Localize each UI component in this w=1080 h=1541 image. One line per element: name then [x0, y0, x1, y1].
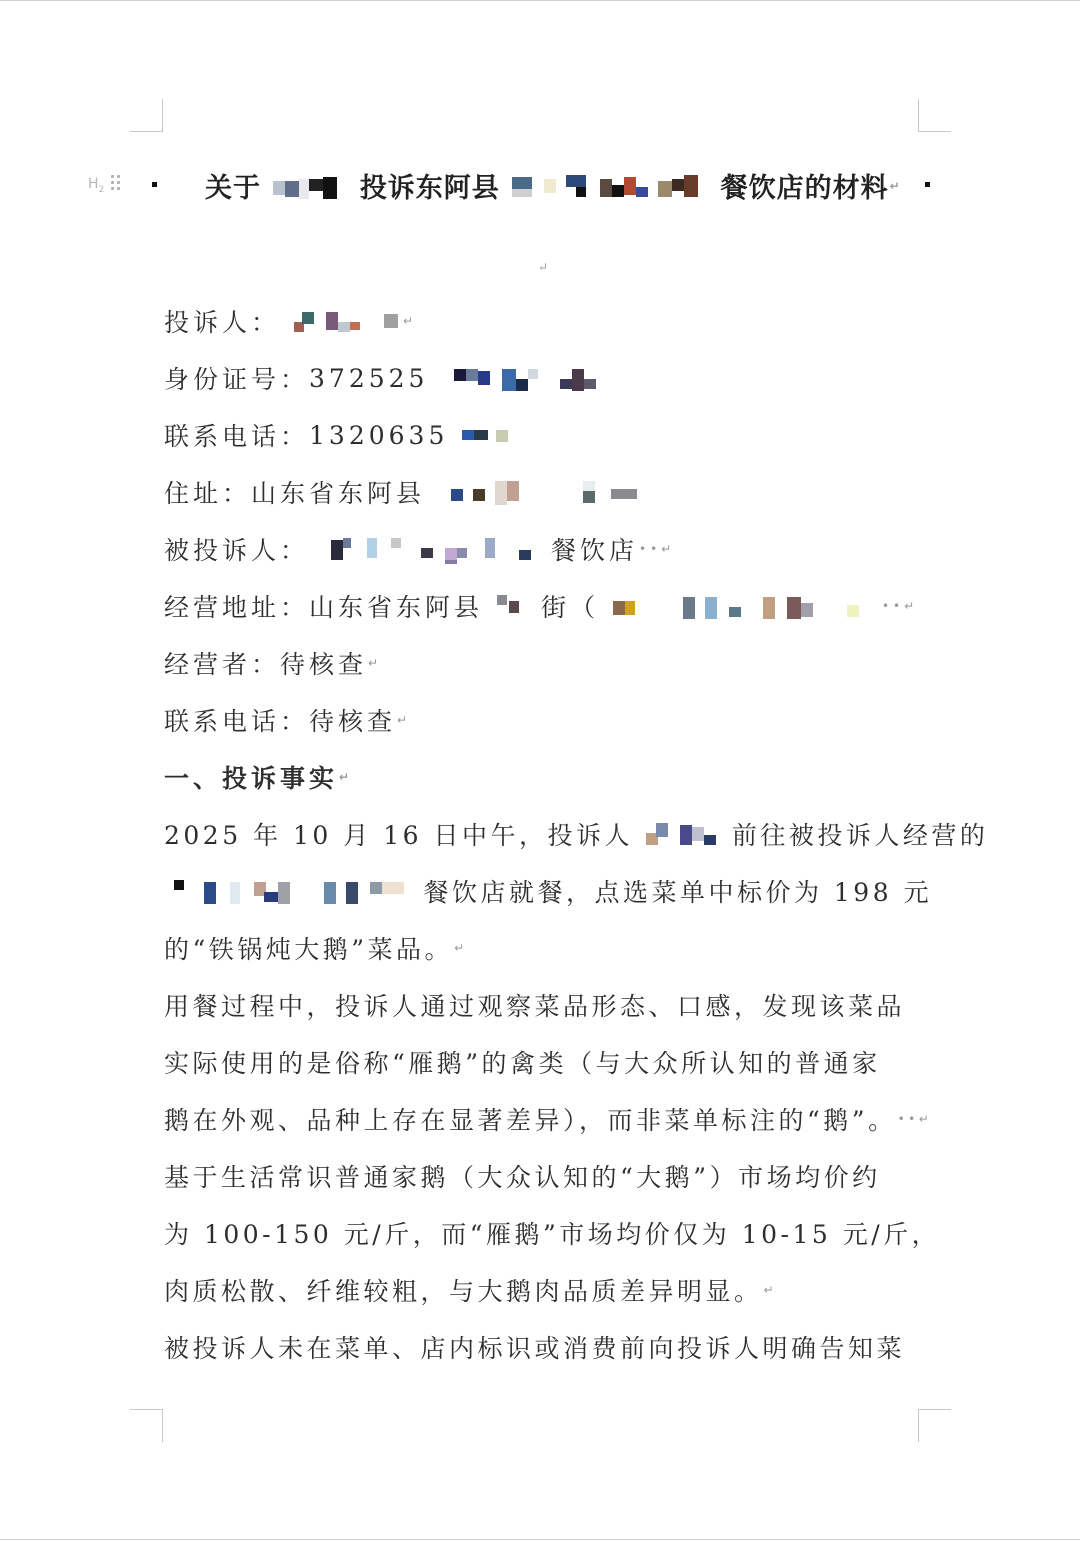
paragraph-4-line-1[interactable]	[164, 1329, 905, 1365]
corner-mark-top-left	[130, 99, 163, 132]
id-number-line[interactable]	[164, 360, 610, 396]
p3-line3: 肉质松散、纤维较粗，与大鹅肉品质差异明显。	[164, 1277, 763, 1306]
document-title[interactable]: 关于 投诉东阿县 餐饮店的材料↵	[205, 166, 901, 205]
phone-line[interactable]	[164, 417, 516, 453]
phone-prefix: 1320635	[309, 420, 449, 450]
address-line[interactable]	[164, 474, 637, 510]
complainant-line[interactable]: 投诉人： ↵	[164, 303, 417, 339]
paragraph-2-line-3[interactable]: 鹅在外观、品种上存在显著差异），而非菜单标注的“鹅”。••↵	[164, 1101, 932, 1137]
corner-mark-top-right	[918, 99, 951, 132]
corner-mark-bottom-left	[130, 1409, 163, 1442]
p3-line1: 基于生活常识普通家鹅（大众认知的“大鹅”）市场均价约	[164, 1163, 881, 1192]
corner-mark-bottom-right	[918, 1409, 951, 1442]
operator-value: 待核查	[280, 650, 368, 679]
p1-line2: 餐饮店就餐，点选菜单中标价为 198 元	[423, 878, 933, 907]
respondent-line[interactable]: 被投诉人： 餐饮店••↵	[164, 531, 675, 567]
paragraph-2-line-2[interactable]	[164, 1044, 881, 1080]
redacted-address-mosaic	[437, 479, 637, 505]
biz-address-value: 山东省东阿县	[309, 593, 484, 622]
redacted-biz-address-mosaic	[611, 593, 881, 619]
redacted-name-mosaic	[271, 173, 349, 199]
p2-line3: 鹅在外观、品种上存在显著差异），而非菜单标注的“鹅”。	[164, 1106, 897, 1135]
list-bullet-left	[152, 182, 157, 187]
title-suffix: 餐饮店的材料	[720, 173, 889, 204]
page-bottom-border	[0, 1539, 1080, 1540]
title-prefix: 关于	[205, 173, 261, 204]
redacted-person-mosaic	[644, 821, 720, 847]
heading-level-icon[interactable]: $H_2$	[88, 176, 105, 195]
p2-line1: 用餐过程中，投诉人通过观察菜品形态、口感，发现该菜品	[164, 992, 906, 1021]
drag-handle-icon[interactable]	[110, 174, 122, 192]
p1-line1-b: 前往被投诉人经营的	[731, 821, 989, 850]
paragraph-3-line-3[interactable]: 肉质松散、纤维较粗，与大鹅肉品质差异明显。↵	[164, 1272, 777, 1308]
paragraph-2-line-1[interactable]	[164, 987, 905, 1023]
biz-address-label: 经营地址：	[164, 593, 310, 622]
section-heading-text: 一、投诉事实	[164, 764, 339, 793]
phone2-line[interactable]: 联系电话：待核查↵	[164, 702, 411, 738]
p1-line3: 的“铁锅炖大鹅”菜品。	[164, 935, 454, 964]
paragraph-3-line-2[interactable]	[164, 1215, 940, 1251]
redacted-complainant-mosaic	[292, 308, 402, 334]
id-prefix: 372525	[309, 363, 429, 393]
section-heading[interactable]: 一、投诉事实↵	[164, 759, 353, 795]
page-top-border	[0, 0, 1080, 1]
redacted-respondent-mosaic	[321, 536, 551, 562]
title-middle: 投诉东阿县	[359, 173, 500, 204]
paragraph-1-line-2[interactable]	[164, 873, 932, 909]
business-address-line[interactable]: 经营地址：山东省东阿县 街（ ••↵	[164, 588, 918, 624]
phone2-value: 待核查	[309, 707, 397, 736]
p4-line1: 被投诉人未在菜单、店内标识或消费前向投诉人明确告知菜	[164, 1334, 906, 1363]
paragraph-3-line-1[interactable]	[164, 1158, 881, 1194]
redacted-shop-mosaic	[510, 173, 710, 199]
paragraph-1-line-3[interactable]: 的“铁锅炖大鹅”菜品。↵	[164, 930, 468, 966]
p2-line2: 实际使用的是俗称“雁鹅”的禽类（与大众所认知的普通家	[164, 1049, 881, 1078]
redacted-street-mosaic	[495, 593, 541, 619]
address-label: 住址：	[164, 479, 252, 508]
empty-paragraph-mark: ↵	[538, 260, 553, 274]
respondent-suffix: 餐饮店	[550, 536, 638, 565]
p3-line2: 为 100-150 元/斤，而“雁鹅”市场均价仅为 10-15 元/斤，	[164, 1220, 941, 1249]
redacted-id-mosaic	[440, 365, 610, 391]
id-label: 身份证号：	[164, 365, 310, 394]
phone-label: 联系电话：	[164, 422, 310, 451]
p1-line1-a: 2025 年 10 月 16 日中午，投诉人	[164, 821, 633, 850]
operator-label: 经营者：	[164, 650, 281, 679]
redacted-phone-mosaic	[460, 422, 516, 448]
phone2-label: 联系电话：	[164, 707, 310, 736]
redacted-shop-name-mosaic	[164, 878, 412, 904]
address-value: 山东省东阿县	[251, 479, 426, 508]
biz-address-street: 街（	[540, 593, 599, 622]
paragraph-1-line-1[interactable]	[164, 816, 988, 852]
complainant-label: 投诉人：	[164, 308, 281, 337]
list-bullet-right	[925, 182, 930, 187]
operator-line[interactable]: 经营者：待核查↵	[164, 645, 382, 681]
respondent-label: 被投诉人：	[164, 536, 310, 565]
